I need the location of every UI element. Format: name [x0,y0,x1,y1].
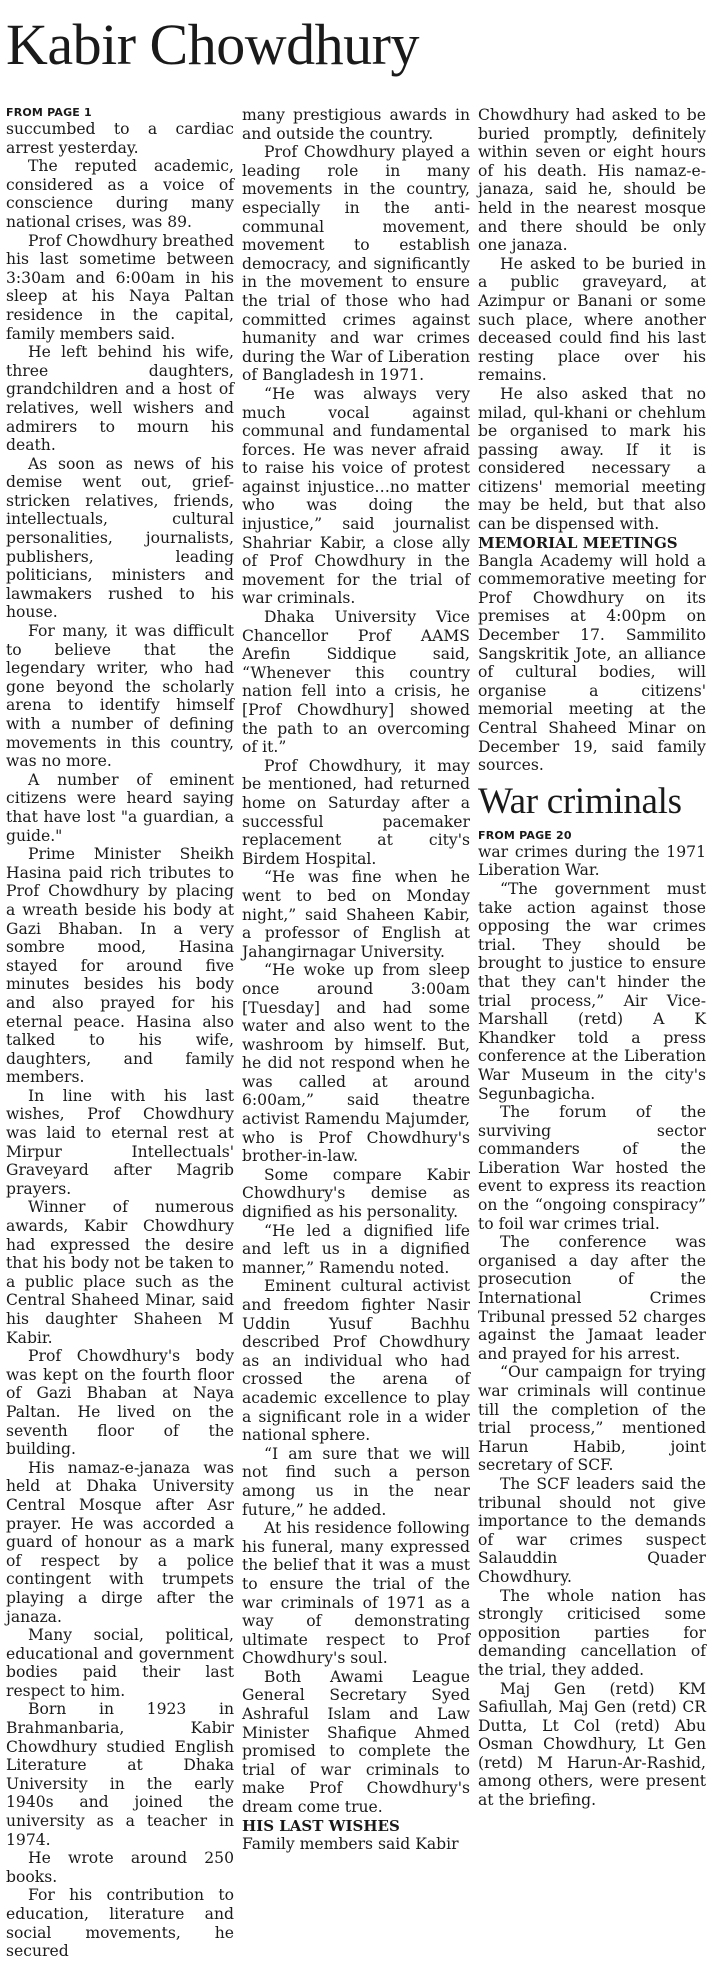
paragraph: Winner of numerous awards, Kabir Chowdhury had expressed the desire that his body not be taken to a public place such as the Central Shaheed Minar, said his daughter Shaheen M Kabir. [6,1198,234,1347]
paragraph: As soon as news of his demise went out, grief-stricken relatives, friends, intellectuals, cultural personalities, journalists, publishers, leading politicians, ministers and lawmakers rushed to his house. [6,454,234,622]
paragraph: “I am sure that we will not find such a person among us in the near future,” he added. [242,1444,470,1519]
paragraph: He asked to be buried in a public graveyard, at Azimpur or Banani or some such place, where another deceased could find his last resting place over his remains. [478,254,706,385]
paragraph: The conference was organised a day after the prosecution of the International Crimes Tribunal pressed 52 charges against the Jamaat leader and prayed for his arrest. [478,1233,706,1363]
paragraph: He also asked that no milad, qul-khani or chehlum be organised to mark his passing away. If it is considered necessary a citizens' memorial meeting may be held, but that also can be dispensed with. [478,384,706,534]
paragraph: Bangla Academy will hold a commemorative meeting for Prof Chowdhury on its premises at 4:00pm on December 17. Sammilito Sangskritik Jote, an alliance of cultural bodies, will organise a citizens' memorial meeting at the Central Shaheed Minar on December 19, said family sources. [478,551,706,775]
paragraph: For many, it was difficult to believe that the legendary writer, who had gone beyond the scholarly arena to identify himself with a number of defining movements in this country, was no more. [6,622,234,771]
paragraph: “The government must take action against those opposing the war crimes trial. They should be brought to justice to ensure that they can't hinder the trial process,” Air Vice-Marshall (retd) A K Khandker told a press conference at the Liberation War Museum in the city's Segunbagicha. [478,879,706,1103]
column-3 [478,106,706,1889]
headline-war-criminals: War criminals [478,780,682,822]
subhead-his-last-wishes: HIS LAST WISHES [242,1816,400,1835]
paragraph: Both Awami League General Secretary Syed Ashraful Islam and Law Minister Shafique Ahmed promised to complete the trial of war criminals to make Prof Chowdhury's dream come true. [242,1667,470,1817]
subhead-memorial-meetings: MEMORIAL MEETINGS [478,533,678,552]
article-columns [6,106,706,1961]
paragraph: His namaz-e-janaza was held at Dhaka University Central Mosque after Asr prayer. He was accorded a guard of honour as a mark of respect by a police contingent with trumpets playing a dirge after the janaza. [6,1458,234,1626]
paragraph: “He was fine when he went to bed on Monday night,” said Shaheen Kabir, a professor of English at Jahangirnagar University. [242,868,470,961]
paragraph: He left behind his wife, three daughters, grandchildren and a host of relatives, well wishers and admirers to mourn his death. [6,343,234,455]
paragraph: Maj Gen (retd) KM Safiullah, Maj Gen (retd) CR Dutta, Lt Col (retd) Abu Osman Chowdhury, Lt Gen (retd) M Harun-Ar-Rashid, among others, were present at the briefing. [478,1679,706,1810]
paragraph: A number of eminent citizens were heard saying that have lost "a guardian, a guide." [6,770,234,845]
paragraph: Family members said Kabir [242,1834,459,1853]
paragraph: Eminent cultural activist and freedom fighter Nasir Uddin Yusuf Bachhu described Prof Chowdhury as an individual who had crossed the arena of academic excellence to play a significant role in a wider national sphere. [242,1277,470,1445]
headline-kabir-chowdhury: Kabir Chowdhury [6,12,419,77]
paragraph: The forum of the surviving sector commanders of the Liberation War hosted the event to express its reaction on the “ongoing conspiracy” to foil war crimes trial. [478,1103,706,1233]
paragraph: The whole nation has strongly criticised some opposition parties for demanding cancellation of the trial, they added. [478,1586,706,1679]
paragraph: He wrote around 250 books. [6,1849,234,1886]
paragraph: In line with his last wishes, Prof Chowdhury was laid to eternal rest at Mirpur Intellectuals' Graveyard after Magrib prayers. [6,1086,234,1198]
paragraph: Prof Chowdhury's body was kept on the fourth floor of Gazi Bhaban at Naya Paltan. He lived on the seventh floor of the building. [6,1347,234,1459]
paragraph: “He was always very much vocal against communal and fundamental forces. He was never afraid to raise his voice of protest against injustice…no matter who was doing the injustice,” said journalist Shahriar Kabir, a close ally of Prof Chowdhury in the movement for the trial of war criminals. [242,384,470,608]
paragraph: Prof Chowdhury breathed his last sometime between 3:30am and 6:00am in his sleep at his Naya Paltan residence in the capital, family members said. [6,231,234,343]
paragraph: Prime Minister Sheikh Hasina paid rich tributes to Prof Chowdhury by placing a wreath beside his body at Gazi Bhaban. In a very sombre mood, Hasina stayed for around five minutes besides his body and also prayed for his eternal peace. Hasina also talked to his wife, daughters, and family members. [6,845,234,1087]
paragraph: Prof Chowdhury, it may be mentioned, had returned home on Saturday after a successful pacemaker replacement at city's Birdem Hospital. [242,756,470,868]
paragraph: succumbed to a cardiac arrest yesterday. [6,120,234,157]
paragraph: many prestigious awards in and outside the country. [242,106,470,143]
paragraph: At his residence following his funeral, many expressed the belief that it was a must to ensure the trial of the war criminals of 1971 as a way of demonstrating ultimate respect to Prof Chowdhury's soul. [242,1519,470,1668]
paragraph: “He led a dignified life and left us in a dignified manner,” Ramendu noted. [242,1221,470,1277]
paragraph: The SCF leaders said the tribunal should not give importance to the demands of war crimes suspect Salauddin Quader Chowdhury. [478,1474,706,1586]
paragraph: “He woke up from sleep once around 3:00am [Tuesday] and had some water and also went to the washroom by himself. But, he did not respond when he was called at around 6:00am,” said theatre activist Ramendu Majumder, who is Prof Chowdhury's brother-in-law. [242,961,470,1166]
paragraph: Many social, political, educational and government bodies paid their last respect to him. [6,1626,234,1700]
paragraph: Chowdhury had asked to be buried promptly, definitely within seven or eight hours of his death. His namaz-e-janaza, said he, should be held in the nearest mosque and there should be only one janaza. [478,106,706,255]
paragraph: Born in 1923 in Brahmanbaria, Kabir Chowdhury studied English Literature at Dhaka University in the early 1940s and joined the university as a teacher in 1974. [6,1700,234,1849]
paragraph: For his contribution to education, literature and social movements, he secured [6,1886,234,1961]
paragraph: The reputed academic, considered as a voice of conscience during many national crises, was 89. [6,157,234,231]
jump-label-from-page-20: FROM PAGE 20 [478,828,572,842]
paragraph: “Our campaign for trying war criminals will continue till the completion of the trial process,” mentioned Harun Habib, joint secretary of SCF. [478,1363,706,1475]
paragraph: war crimes during the 1971 Liberation War. [478,842,706,880]
paragraph: Prof Chowdhury played a leading role in many movements in the country, especially in the anti-communal movement, movement to establish democracy, and significantly in the movement to ensure the trial of those who had committed crimes against humanity and war crimes during the War of Liberation of Bangladesh in 1971. [242,143,470,385]
newspaper-page [0,12,710,1961]
paragraph: Dhaka University Vice Chancellor Prof AAMS Arefin Siddique said, “Whenever this country nation fell into a crisis, he [Prof Chowdhury] showed the path to an overcoming of it.” [242,608,470,757]
jump-label-from-page-1: FROM PAGE 1 [6,106,92,119]
column-1 [6,106,234,1961]
column-2 [242,106,470,1889]
paragraph: Some compare Kabir Chowdhury's demise as dignified as his personality. [242,1165,470,1222]
